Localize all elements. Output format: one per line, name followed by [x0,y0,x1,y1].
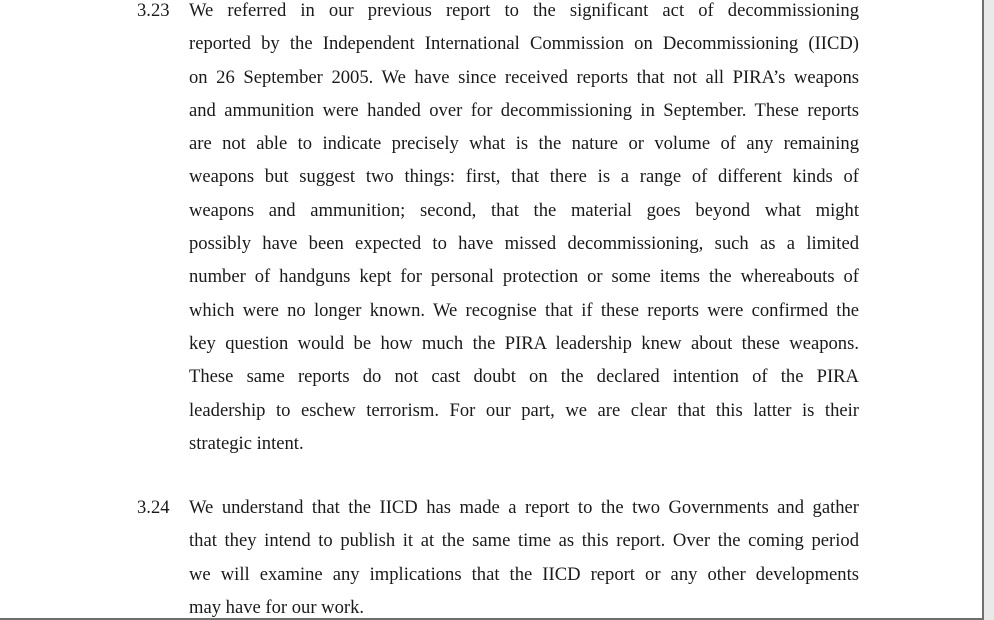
text-line: We understand that the IICD has made a report to the two Governments and gather [189,497,859,518]
text-line: that they intend to publish it at the same time as this report. Over the coming period [189,530,859,552]
text-line: are not able to indicate precisely what is the nature or volume of any remaining [189,133,859,155]
text-line: which were no longer known. We recognise that if these reports were confirmed the [189,299,859,321]
text-line: may have for our work. [189,596,365,618]
text-line: and ammunition were handed over for decommissioning in September. These reports [189,99,859,121]
text-line: These same reports do not cast doubt on the declared intention of the PIRA [189,366,859,388]
paragraph-number: 3.24 [137,497,170,518]
text-line: We referred in our previous report to the significant act of decommissioning [189,0,859,21]
text-line: possibly have been expected to have missed decommissioning, such as a limited [189,233,859,255]
text-line: on 26 September 2005. We have since received reports that not all PIRA’s weapons [189,66,859,88]
paragraph-number: 3.23 [137,0,170,21]
text-line: key question would be how much the PIRA leadership knew about these weapons. [189,332,859,354]
text-line: strategic intent. [189,432,304,454]
text-line: we will examine any implications that the IICD report or any other developments [189,563,859,585]
text-line: weapons and ammunition; second, that the material goes beyond what might [189,199,859,221]
text-line: number of handguns kept for personal protection or some items the whereabouts of [189,266,859,288]
text-line: reported by the Independent International Commission on Decommissioning (IICD) [189,33,859,55]
paragraph-body [189,491,859,620]
text-line: weapons but suggest two things: first, that there is a range of different kinds of [189,166,859,188]
text-line: leadership to eschew terrorism. For our part, we are clear that this latter is their [189,399,859,421]
paragraph-body [189,0,859,460]
